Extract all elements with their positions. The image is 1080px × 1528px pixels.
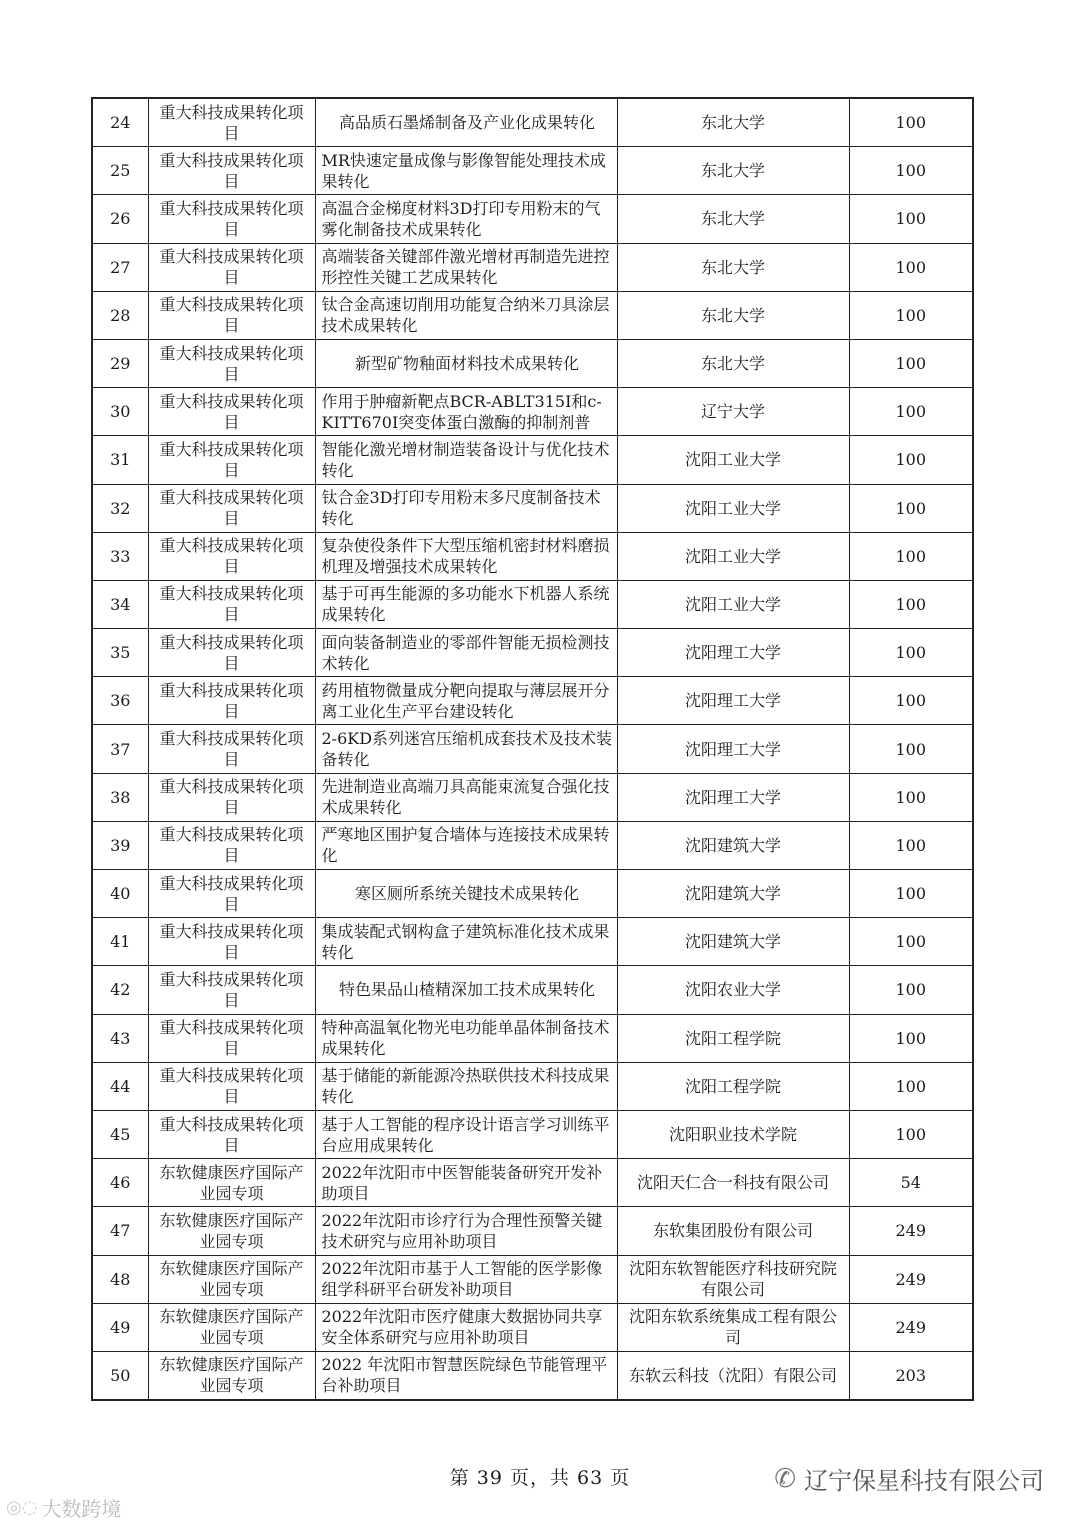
table-row <box>92 291 973 339</box>
table-row <box>92 1062 973 1110</box>
funding-amount: 100 <box>849 436 973 484</box>
project-type: 重大科技成果转化项目 <box>148 1062 315 1110</box>
row-number: 42 <box>92 966 148 1014</box>
row-number: 43 <box>92 1014 148 1062</box>
page-number: 第 39 页，共 63 页 <box>449 1467 631 1489</box>
project-type: 东软健康医疗国际产业园专项 <box>148 1255 315 1303</box>
undertaking-unit: 沈阳建筑大学 <box>617 918 849 966</box>
row-number: 31 <box>92 436 148 484</box>
funding-amount: 100 <box>849 870 973 918</box>
project-title: 作用于肿瘤新靶点BCR-ABLT315I和c-KITT670I突变体蛋白激酶的抑制剂普 <box>315 388 617 436</box>
project-type: 重大科技成果转化项目 <box>148 1014 315 1062</box>
undertaking-unit: 沈阳建筑大学 <box>617 870 849 918</box>
table-row <box>92 870 973 918</box>
watermark-company-text: 辽宁保星科技有限公司 <box>804 1467 1044 1495</box>
funding-amount: 100 <box>849 821 973 869</box>
row-number: 49 <box>92 1303 148 1351</box>
table-row <box>92 1110 973 1158</box>
table-row <box>92 725 973 773</box>
watermark-company <box>774 1461 1044 1496</box>
undertaking-unit: 沈阳工程学院 <box>617 1062 849 1110</box>
project-table-body <box>92 98 973 1400</box>
undertaking-unit: 沈阳工程学院 <box>617 1014 849 1062</box>
project-type: 重大科技成果转化项目 <box>148 966 315 1014</box>
project-type: 重大科技成果转化项目 <box>148 339 315 387</box>
project-type: 重大科技成果转化项目 <box>148 147 315 195</box>
project-title: 特色果品山楂精深加工技术成果转化 <box>315 966 617 1014</box>
row-number: 24 <box>92 98 148 147</box>
undertaking-unit: 沈阳工业大学 <box>617 484 849 532</box>
undertaking-unit: 沈阳理工大学 <box>617 725 849 773</box>
funding-amount: 100 <box>849 1110 973 1158</box>
project-type: 重大科技成果转化项目 <box>148 436 315 484</box>
row-number: 40 <box>92 870 148 918</box>
row-number: 35 <box>92 629 148 677</box>
project-type: 重大科技成果转化项目 <box>148 243 315 291</box>
table-row <box>92 98 973 147</box>
funding-amount: 100 <box>849 339 973 387</box>
project-type: 东软健康医疗国际产业园专项 <box>148 1351 315 1400</box>
row-number: 30 <box>92 388 148 436</box>
table-row <box>92 580 973 628</box>
table-row <box>92 484 973 532</box>
funding-amount: 249 <box>849 1255 973 1303</box>
row-number: 37 <box>92 725 148 773</box>
funding-amount: 203 <box>849 1351 973 1400</box>
project-type: 东软健康医疗国际产业园专项 <box>148 1159 315 1207</box>
row-number: 36 <box>92 677 148 725</box>
undertaking-unit: 东软集团股份有限公司 <box>617 1207 849 1255</box>
project-title: 特种高温氧化物光电功能单晶体制备技术成果转化 <box>315 1014 617 1062</box>
watermark-source-text: 大数跨境 <box>41 1497 122 1521</box>
project-title: 2022年沈阳市基于人工智能的医学影像组学科研平台研发补助项目 <box>315 1255 617 1303</box>
row-number: 44 <box>92 1062 148 1110</box>
project-title: 基于人工智能的程序设计语言学习训练平台应用成果转化 <box>315 1110 617 1158</box>
row-number: 50 <box>92 1351 148 1400</box>
undertaking-unit: 沈阳东软系统集成工程有限公司 <box>617 1303 849 1351</box>
row-number: 48 <box>92 1255 148 1303</box>
project-type: 重大科技成果转化项目 <box>148 1110 315 1158</box>
table-row <box>92 1159 973 1207</box>
funding-amount: 54 <box>849 1159 973 1207</box>
undertaking-unit: 沈阳理工大学 <box>617 773 849 821</box>
project-title: 基于可再生能源的多功能水下机器人系统成果转化 <box>315 580 617 628</box>
row-number: 47 <box>92 1207 148 1255</box>
funding-amount: 100 <box>849 966 973 1014</box>
undertaking-unit: 沈阳工业大学 <box>617 436 849 484</box>
table-row <box>92 1014 973 1062</box>
funding-amount: 100 <box>849 532 973 580</box>
table-row <box>92 966 973 1014</box>
project-type: 重大科技成果转化项目 <box>148 484 315 532</box>
row-number: 26 <box>92 195 148 243</box>
table-row <box>92 1351 973 1400</box>
funding-amount: 100 <box>849 629 973 677</box>
funding-amount: 100 <box>849 291 973 339</box>
table-row <box>92 195 973 243</box>
row-number: 46 <box>92 1159 148 1207</box>
undertaking-unit: 辽宁大学 <box>617 388 849 436</box>
row-number: 27 <box>92 243 148 291</box>
project-type: 重大科技成果转化项目 <box>148 291 315 339</box>
row-number: 34 <box>92 580 148 628</box>
undertaking-unit: 沈阳农业大学 <box>617 966 849 1014</box>
funding-amount: 100 <box>849 773 973 821</box>
table-row <box>92 677 973 725</box>
row-number: 33 <box>92 532 148 580</box>
funding-amount: 100 <box>849 484 973 532</box>
project-type: 重大科技成果转化项目 <box>148 677 315 725</box>
project-title: 先进制造业高端刀具高能束流复合强化技术成果转化 <box>315 773 617 821</box>
row-number: 32 <box>92 484 148 532</box>
project-title: 药用植物微量成分靶向提取与薄层展开分离工业化生产平台建设转化 <box>315 677 617 725</box>
project-title: 钛合金3D打印专用粉末多尺度制备技术转化 <box>315 484 617 532</box>
undertaking-unit: 沈阳理工大学 <box>617 629 849 677</box>
row-number: 38 <box>92 773 148 821</box>
funding-amount: 100 <box>849 1014 973 1062</box>
undertaking-unit: 东北大学 <box>617 339 849 387</box>
undertaking-unit: 东北大学 <box>617 291 849 339</box>
undertaking-unit: 沈阳东软智能医疗科技研究院有限公司 <box>617 1255 849 1303</box>
undertaking-unit: 东北大学 <box>617 195 849 243</box>
table-row <box>92 1255 973 1303</box>
project-type: 重大科技成果转化项目 <box>148 532 315 580</box>
project-type: 重大科技成果转化项目 <box>148 629 315 677</box>
row-number: 28 <box>92 291 148 339</box>
funding-amount: 249 <box>849 1303 973 1351</box>
row-number: 29 <box>92 339 148 387</box>
funding-amount: 100 <box>849 388 973 436</box>
wechat-icon: ✆ <box>774 1463 796 1494</box>
table-row <box>92 821 973 869</box>
project-title: 严寒地区围护复合墙体与连接技术成果转化 <box>315 821 617 869</box>
undertaking-unit: 东北大学 <box>617 243 849 291</box>
table-row <box>92 339 973 387</box>
funding-amount: 100 <box>849 195 973 243</box>
weibo-logo-icon: ◎◌ <box>6 1497 38 1518</box>
undertaking-unit: 沈阳工业大学 <box>617 580 849 628</box>
project-type: 重大科技成果转化项目 <box>148 870 315 918</box>
table-row <box>92 1303 973 1351</box>
project-type: 重大科技成果转化项目 <box>148 580 315 628</box>
table-row <box>92 918 973 966</box>
table-row <box>92 388 973 436</box>
undertaking-unit: 沈阳建筑大学 <box>617 821 849 869</box>
project-title: 新型矿物釉面材料技术成果转化 <box>315 339 617 387</box>
funding-amount: 100 <box>849 918 973 966</box>
project-title: 智能化激光增材制造装备设计与优化技术转化 <box>315 436 617 484</box>
table-row <box>92 773 973 821</box>
table-row <box>92 243 973 291</box>
project-type: 重大科技成果转化项目 <box>148 773 315 821</box>
undertaking-unit: 沈阳理工大学 <box>617 677 849 725</box>
funding-amount: 100 <box>849 580 973 628</box>
project-type: 东软健康医疗国际产业园专项 <box>148 1303 315 1351</box>
row-number: 39 <box>92 821 148 869</box>
project-title: 2022 年沈阳市智慧医院绿色节能管理平台补助项目 <box>315 1351 617 1400</box>
project-title: 面向装备制造业的零部件智能无损检测技术转化 <box>315 629 617 677</box>
project-title: 基于储能的新能源冷热联供技术科技成果转化 <box>315 1062 617 1110</box>
watermark-source <box>6 1493 121 1522</box>
project-title: 2-6KD系列迷宫压缩机成套技术及技术装备转化 <box>315 725 617 773</box>
funding-amount: 100 <box>849 1062 973 1110</box>
project-title: 寒区厕所系统关键技术成果转化 <box>315 870 617 918</box>
table-row <box>92 147 973 195</box>
project-title: 钛合金高速切削用功能复合纳米刀具涂层技术成果转化 <box>315 291 617 339</box>
row-number: 41 <box>92 918 148 966</box>
undertaking-unit: 东北大学 <box>617 147 849 195</box>
funding-amount: 249 <box>849 1207 973 1255</box>
project-title: MR快速定量成像与影像智能处理技术成果转化 <box>315 147 617 195</box>
project-type: 东软健康医疗国际产业园专项 <box>148 1207 315 1255</box>
project-title: 2022年沈阳市中医智能装备研究开发补助项目 <box>315 1159 617 1207</box>
table-row <box>92 532 973 580</box>
row-number: 25 <box>92 147 148 195</box>
project-table <box>91 97 974 1401</box>
funding-amount: 100 <box>849 98 973 147</box>
table-row <box>92 629 973 677</box>
undertaking-unit: 沈阳天仁合一科技有限公司 <box>617 1159 849 1207</box>
project-type: 重大科技成果转化项目 <box>148 821 315 869</box>
undertaking-unit: 沈阳职业技术学院 <box>617 1110 849 1158</box>
project-title: 高端装备关键部件激光增材再制造先进控形控性关键工艺成果转化 <box>315 243 617 291</box>
project-type: 重大科技成果转化项目 <box>148 388 315 436</box>
undertaking-unit: 沈阳工业大学 <box>617 532 849 580</box>
project-type: 重大科技成果转化项目 <box>148 725 315 773</box>
project-type: 重大科技成果转化项目 <box>148 195 315 243</box>
funding-amount: 100 <box>849 147 973 195</box>
project-title: 2022年沈阳市医疗健康大数据协同共享安全体系研究与应用补助项目 <box>315 1303 617 1351</box>
project-type: 重大科技成果转化项目 <box>148 98 315 147</box>
row-number: 45 <box>92 1110 148 1158</box>
project-title: 2022年沈阳市诊疗行为合理性预警关键技术研究与应用补助项目 <box>315 1207 617 1255</box>
project-title: 高温合金梯度材料3D打印专用粉末的气雾化制备技术成果转化 <box>315 195 617 243</box>
funding-amount: 100 <box>849 677 973 725</box>
project-title: 复杂使役条件下大型压缩机密封材料磨损机理及增强技术成果转化 <box>315 532 617 580</box>
funding-amount: 100 <box>849 725 973 773</box>
undertaking-unit: 东软云科技（沈阳）有限公司 <box>617 1351 849 1400</box>
table-row <box>92 1207 973 1255</box>
funding-amount: 100 <box>849 243 973 291</box>
project-title: 高品质石墨烯制备及产业化成果转化 <box>315 98 617 147</box>
undertaking-unit: 东北大学 <box>617 98 849 147</box>
project-title: 集成装配式钢构盒子建筑标准化技术成果转化 <box>315 918 617 966</box>
project-type: 重大科技成果转化项目 <box>148 918 315 966</box>
table-row <box>92 436 973 484</box>
